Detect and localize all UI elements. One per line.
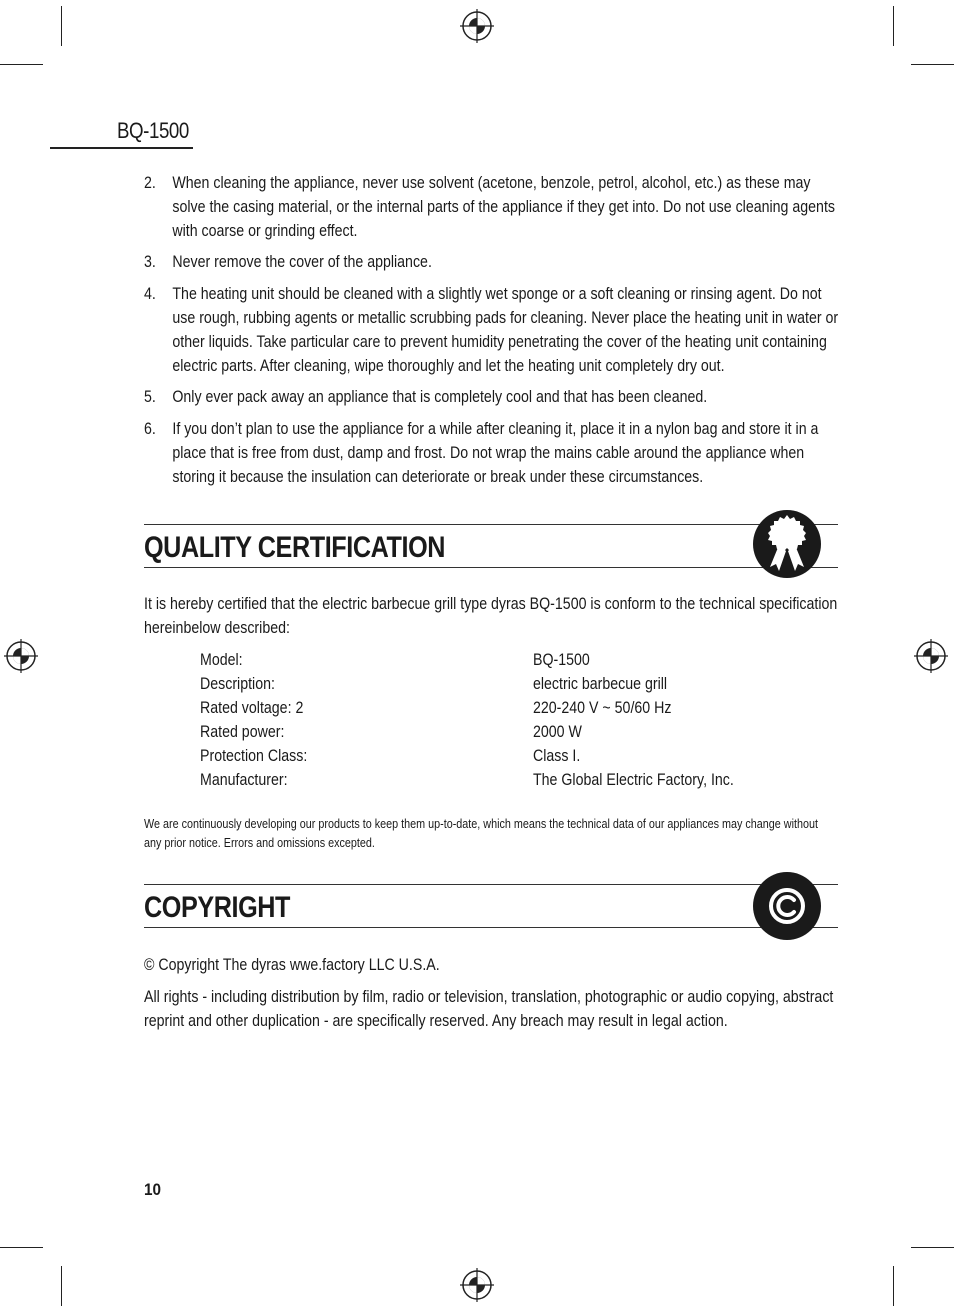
section-title: QUALITY CERTIFICATION [144, 531, 446, 564]
spec-label: Description: [200, 675, 275, 693]
spec-label: Rated power: [200, 723, 285, 741]
spec-value: BQ-1500 [533, 651, 590, 669]
spec-row [200, 696, 767, 720]
crop-mark [911, 1247, 954, 1248]
crop-mark [0, 1247, 43, 1248]
certification-intro: It is hereby certified that the electric barbecue grill type dyras BQ-1500 is conform to the technical specification hereinbelow described: [144, 595, 838, 637]
registration-mark-icon [460, 1268, 494, 1302]
spec-label: Manufacturer: [200, 771, 288, 789]
list-number: 2. [144, 174, 156, 192]
spec-label: Model: [200, 651, 243, 669]
registration-mark-icon [914, 639, 948, 673]
spec-value: electric barbecue grill [533, 675, 668, 693]
spec-value: The Global Electric Factory, Inc. [533, 771, 734, 789]
list-number: 5. [144, 388, 156, 407]
list-text: If you don’t plan to use the appliance for a while after cleaning it, place it in a nylon bag and store it in a place that is free from dust, damp and frost. Do not wrap the mains cable around the appliance when storing it because the insulation can deteriorate or break under these circumstances. [172, 420, 819, 486]
list-text: Only ever pack away an appliance that is completely cool and that has been cleaned. [172, 388, 708, 407]
cleaning-instructions [144, 172, 954, 498]
spec-label: Protection Class: [200, 747, 308, 765]
list-text: Never remove the cover of the appliance. [172, 253, 432, 272]
spec-value: 2000 W [533, 723, 582, 741]
page-number: 10 [144, 1180, 162, 1199]
copyright-header [144, 884, 838, 928]
list-number: 6. [144, 420, 156, 439]
rights-statement: All rights - including distribution by film, radio or television, translation, photographic or audio copying, abstract reprint and other duplication - are specifically reserved. Any breach may result in legal action. [144, 988, 834, 1030]
spec-value: 220-240 V ~ 50/60 Hz [533, 699, 672, 717]
list-item [144, 172, 844, 243]
list-text: When cleaning the appliance, never use solvent (acetone, benzole, petrol, alcohol, etc.) as these may solve the casing material, or the internal parts of the appliance if they get into. Do not use cleaning agents with coarse or grinding effect. [172, 174, 835, 240]
crop-mark [893, 1266, 894, 1306]
quality-certification-header [144, 524, 838, 568]
list-item [144, 418, 844, 489]
spec-row [200, 768, 767, 792]
list-number: 4. [144, 285, 156, 304]
model-tag: BQ-1500 [117, 118, 189, 143]
rosette-award-icon [752, 509, 822, 579]
section-title: COPYRIGHT [144, 891, 291, 924]
crop-mark [0, 64, 43, 65]
spec-row [200, 648, 767, 672]
header-rule [50, 147, 193, 149]
list-item [144, 251, 844, 275]
registration-mark-icon [460, 9, 494, 43]
list-number: 3. [144, 253, 156, 272]
spec-table [200, 648, 767, 792]
spec-label: Rated voltage: 2 [200, 699, 304, 717]
spec-row [200, 744, 767, 768]
spec-value: Class I. [533, 747, 581, 765]
list-item [144, 386, 844, 410]
registration-mark-icon [4, 639, 38, 673]
spec-row [200, 720, 767, 744]
disclaimer-note: We are continuously developing our products to keep them up-to-date, which means the technical data of our appliances may change without any prior notice. Errors and omissions excepted. [144, 816, 818, 850]
list-item [144, 283, 844, 378]
crop-mark [911, 64, 954, 65]
crop-mark [893, 6, 894, 46]
copyright-line: © Copyright The dyras wwe.factory LLC U.S.A. [144, 956, 440, 974]
spec-row [200, 672, 767, 696]
copyright-icon [752, 871, 822, 941]
list-text: The heating unit should be cleaned with a slightly wet sponge or a soft cleaning or rinsing agent. Do not use rough, rubbing agents or metallic scrubbing pads for cleaning. Never place the heating unit in water or other liquids. Take particular care to prevent humidity penetrating the cover of the heating unit containing electric parts. After cleaning, wipe thoroughly and let the heating unit completely dry out. [172, 285, 839, 375]
crop-mark [61, 1266, 62, 1306]
crop-mark [61, 6, 62, 46]
